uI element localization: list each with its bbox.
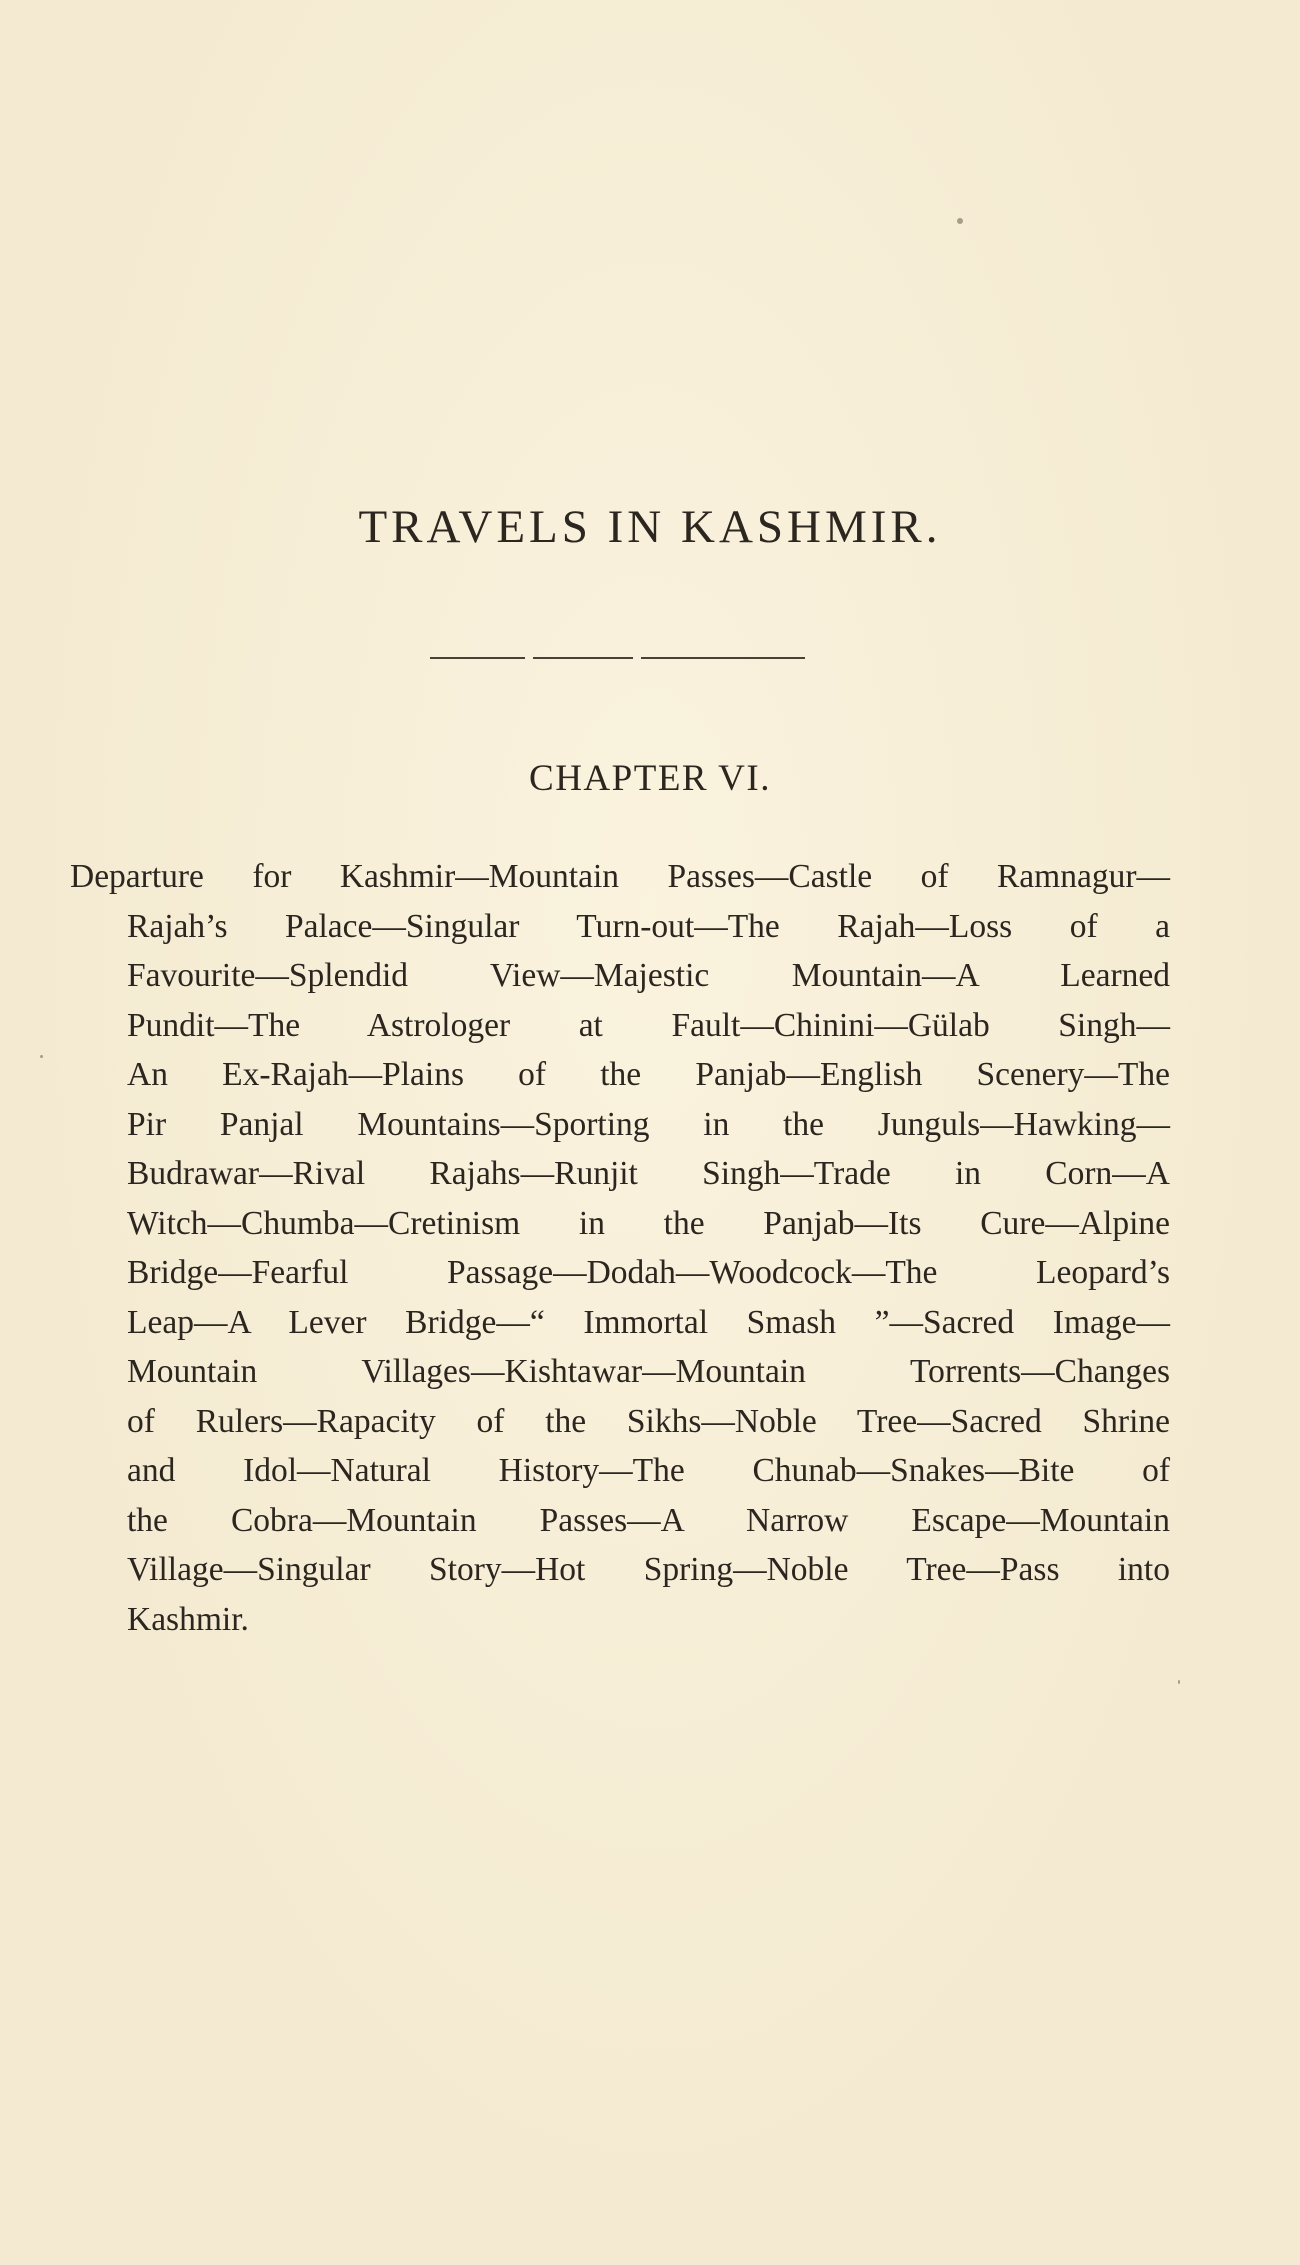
ink-speck bbox=[957, 218, 963, 224]
synopsis-line: the Cobra—Mountain Passes—A Narrow Escape—Mountain bbox=[127, 1501, 1170, 1539]
synopsis-line: Bridge—Fearful Passage—Dodah—Woodcock—The Leopard’s bbox=[127, 1254, 1170, 1291]
synopsis-line: Pir Panjal Mountains—Sporting in the Junguls—Hawking— bbox=[127, 1105, 1170, 1143]
synopsis-line: Budrawar—Rival Rajahs—Runjit Singh—Trade in Corn—A bbox=[127, 1155, 1170, 1192]
running-title: TRAVELS IN KASHMIR. bbox=[358, 501, 942, 553]
synopsis-line: Departure for Kashmir—Mountain Passes—Castle of Ramnagur— bbox=[70, 858, 1170, 895]
synopsis-line: of Rulers—Rapacity of the Sikhs—Noble Tree—Sacred Shrine bbox=[127, 1402, 1170, 1440]
synopsis-line: Mountain Villages—Kishtawar—Mountain Torrents—Changes bbox=[127, 1353, 1170, 1390]
synopsis-line: Village—Singular Story—Hot Spring—Noble Tree—Pass into bbox=[127, 1551, 1170, 1588]
synopsis-line: Kashmir. bbox=[127, 1600, 249, 1638]
synopsis-line: Pundit—The Astrologer at Fault—Chinini—Gülab Singh— bbox=[127, 1006, 1170, 1044]
chapter-synopsis bbox=[70, 852, 1170, 1644]
synopsis-line: An Ex-Rajah—Plains of the Panjab—English Scenery—The bbox=[127, 1056, 1170, 1093]
ink-speck bbox=[1178, 1680, 1180, 1684]
ornamental-rule bbox=[430, 657, 805, 659]
rule-segment-middle bbox=[533, 657, 633, 659]
synopsis-line: Rajah’s Palace—Singular Turn-out—The Rajah—Loss of a bbox=[127, 907, 1170, 945]
rule-segment-right bbox=[641, 657, 805, 659]
synopsis-line: Leap—A Lever Bridge—“ Immortal Smash ”—Sacred Image— bbox=[127, 1303, 1170, 1341]
ink-speck bbox=[40, 1055, 43, 1058]
synopsis-line: Favourite—Splendid View—Majestic Mountain—A Learned bbox=[127, 957, 1170, 994]
chapter-heading: CHAPTER VI. bbox=[529, 758, 771, 799]
synopsis-line: Witch—Chumba—Cretinism in the Panjab—Its Cure—Alpine bbox=[127, 1204, 1170, 1242]
synopsis-line: and Idol—Natural History—The Chunab—Snakes—Bite of bbox=[127, 1452, 1170, 1489]
rule-segment-left bbox=[430, 657, 525, 659]
